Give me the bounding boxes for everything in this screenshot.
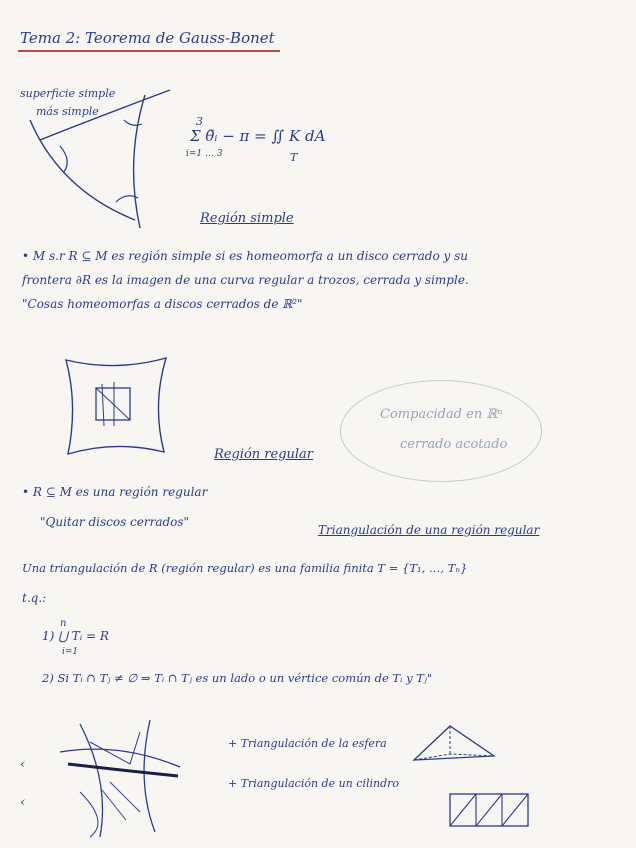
margin-mark-1: ‹ [20,757,26,772]
cylinder-example-label: + Triangulación de un cilindro [228,777,399,790]
region-regular-line1: • R ⊆ M es una región regular [22,485,208,499]
formula-sum-limits: i=1 … 3 [186,149,223,159]
formula-domain: T [290,151,298,164]
sphere-triangulation-sketch [50,712,190,842]
triangulation-heading: Triangulación de una región regular [318,523,540,537]
region-simple-heading: Región simple [200,211,294,226]
side-note-line1: Compacidad en ℝⁿ [380,407,503,422]
sphere-example-label: + Triangulación de la esfera [228,737,387,750]
region-simple-line1: • M s.r R ⊆ M es región simple si es homeomorfa a un disco cerrado y su [22,249,468,263]
cylinder-grid-sketch [448,790,532,830]
triangulation-item1: 1) ⋃ Tᵢ = R [42,629,109,643]
side-note-line2: cerrado acotado [400,437,508,452]
title-underline [18,50,280,52]
page-title: Tema 2: Teorema de Gauss-Bonet [20,29,275,47]
triangulation-item1-limits: i=1 [62,647,79,657]
triangulation-line1: Una triangulación de R (región regular) es una familia finita T = {T₁, …, Tₙ} [22,561,468,575]
side-note-circle [340,380,542,482]
triangulation-item2: 2) Si Tᵢ ∩ Tⱼ ≠ ∅ ⇒ Tᵢ ∩ Tⱼ es un lado o un vértice común de Tᵢ y Tⱼ" [42,671,433,685]
gauss-bonnet-formula: Σ θ̃ᵢ − π = ∬ K dA [190,127,326,145]
sketch-label-2: más simple [36,105,99,118]
region-regular-heading: Región regular [214,447,314,462]
sketch-label-1: superficie simple [20,87,116,100]
triangulation-upper-limit: n [60,618,67,629]
triangulation-line2: t.q.: [22,591,47,605]
region-sketch [56,350,176,460]
region-simple-line2: frontera ∂R es la imagen de una curva regular a trozos, cerrada y simple. [22,273,469,287]
margin-mark-2: ‹ [20,795,26,810]
formula-upper-limit: 3 [196,115,203,128]
curved-triangle-sketch [20,80,200,230]
region-regular-line2: "Quitar discos cerrados" [40,515,190,529]
region-simple-line3: "Cosas homeomorfas a discos cerrados de ℝ²" [22,297,303,311]
tetrahedron-sketch [410,720,500,770]
